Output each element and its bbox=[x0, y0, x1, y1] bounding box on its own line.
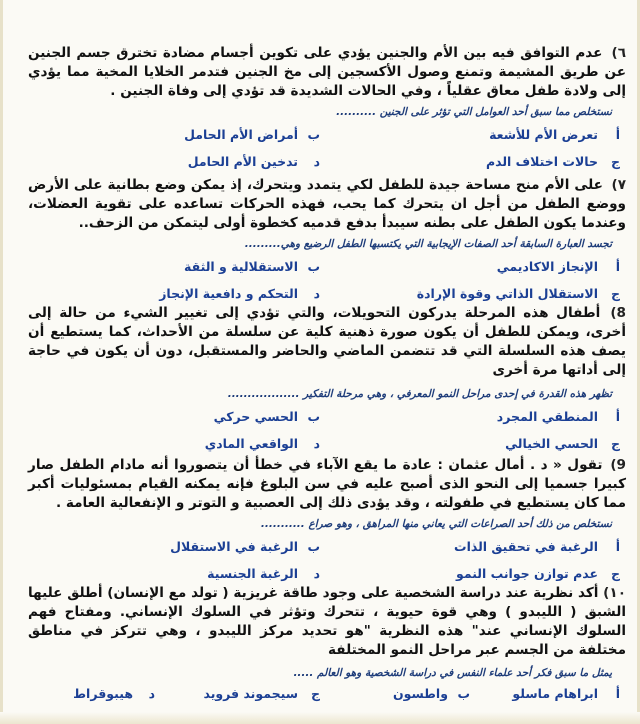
q6-option-d[interactable]: دتدخين الأم الحامل bbox=[187, 154, 320, 169]
q10-option-a[interactable]: أابراهام ماسلو bbox=[512, 686, 620, 701]
question-9-text: تقول « د . أمال عثمان : عادة ما يقع الآباء في خطأ أن يتصوروا أنه مادام الطفل صار كبيرا جسميا إلى النحو الذى أصبح عليه في سن البلوغ فإنه يمكنه القيام بمسئوليات أكبر مما كان يستطيع في طفولته ، وقد يؤدى ذلك إلى العصبية و التوتر و الإنفعالية العامة . bbox=[28, 457, 626, 511]
q9-option-b[interactable]: بالرغبة في الاستقلال bbox=[170, 539, 320, 554]
question-10-number: ١٠) bbox=[603, 585, 626, 601]
question-6-prompt: نستخلص مما سبق أحد العوامل التي تؤثر على الجنين .......... bbox=[336, 106, 612, 118]
q9-option-a[interactable]: أالرغبة في تحقيق الذات bbox=[454, 539, 620, 554]
question-10-text: أكد نظرية عند دراسة الشخصية على وجود طاقة غريزية ( تولد مع الإنسان) أطلق عليها الشبق ( الليبدو ) وهي قوة حيوية ، تتحرك وتؤثر في السلوك الإنساني. ومفتاح فهم السلوك الإنساني عند" هذه النظرية "هو تحديد مركز الليبدو ، وهي تتركز في مناطق مختلفة من الجسم عبر مراحل النمو المختلفة bbox=[28, 585, 626, 658]
q9-option-c[interactable]: جعدم توازن جوانب النمو bbox=[455, 566, 620, 581]
q9-option-d[interactable]: دالرغبة الجنسية bbox=[207, 566, 320, 581]
q10-option-d[interactable]: دهيبوقراط bbox=[73, 686, 155, 701]
question-7-number: ٧) bbox=[611, 177, 626, 193]
question-7-text: على الأم منح مساحة جيدة للطفل لكي يتمدد ويتحرك، إذ يمكن وضع بطانية على الأرض ووضع الطفل من أجل ان يتحرك كما يحب، فهذه الحركات تساعده على تقوية العضلات، وعندما يكون الطفل على بطنه سيبدأ بدفع قدميه كخطوة أولى ليتمكن من الزحف.. bbox=[28, 177, 626, 231]
q8-option-b[interactable]: بالحسي حركي bbox=[213, 409, 320, 424]
question-7-prompt: تجسد العبارة السابقة أحد الصفات الإيجابية التي يكتسبها الطفل الرضيع وهي......... bbox=[244, 238, 612, 250]
q7-option-d[interactable]: دالتحكم و دافعية الإنجاز bbox=[159, 286, 320, 301]
q6-option-c[interactable]: جحالات اختلاف الدم bbox=[485, 154, 620, 169]
question-6 bbox=[28, 44, 626, 101]
question-9-number: 9) bbox=[610, 457, 626, 473]
question-9-prompt: نستخلص من ذلك أحد الصراعات التي يعاني منها المراهق ، وهو صراع ........... bbox=[260, 518, 612, 530]
question-6-number: ٦) bbox=[611, 45, 626, 61]
q7-option-a[interactable]: أالإنجاز الاكاديمي bbox=[496, 259, 620, 274]
q8-option-c[interactable]: جالحسي الخيالي bbox=[505, 436, 620, 451]
question-7 bbox=[28, 176, 626, 233]
q7-option-c[interactable]: جالاستقلال الذاتي وقوة الإرادة bbox=[416, 286, 620, 301]
q8-option-a[interactable]: أالمنطقي المجرد bbox=[496, 409, 620, 424]
question-8 bbox=[28, 304, 626, 380]
question-8-number: 8) bbox=[610, 305, 627, 321]
question-8-prompt: تظهر هذه القدرة في إحدى مراحل النمو المعرفي ، وهي مرحلة التفكير .................. bbox=[227, 388, 612, 400]
q10-option-b[interactable]: بواطسون bbox=[392, 686, 470, 701]
question-10 bbox=[28, 584, 626, 660]
q8-option-d[interactable]: دالواقعي المادي bbox=[204, 436, 320, 451]
q6-option-a[interactable]: أتعرض الأم للأشعة bbox=[489, 127, 620, 142]
page-bottom-band bbox=[0, 712, 640, 724]
q7-option-b[interactable]: بالاستقلالية و الثقة bbox=[184, 259, 320, 274]
question-6-text: عدم التوافق فيه بين الأم والجنين يؤدي على تكوين أجسام مضادة تخترق جسم الجنين عن طريق المشيمة وتمنع وصول الأكسجين إلى مخ الجنين فتدمر الخلايا المخية مما يؤدي إلى ولادة طفل معاق عقلياً ، وفي الحالات الشديدة قد تؤدي إلى وفاة الجنين . bbox=[28, 45, 626, 99]
q6-option-b[interactable]: بأمراض الأم الحامل bbox=[184, 127, 320, 142]
question-9 bbox=[28, 456, 626, 513]
question-10-options bbox=[20, 686, 620, 708]
question-10-prompt: يمثل ما سبق فكر أحد علماء النفس في دراسة الشخصية وهو العالم ..... bbox=[293, 667, 612, 679]
q10-option-c[interactable]: جسيجموند فرويد bbox=[203, 686, 320, 701]
question-8-text: أطفال هذه المرحلة يدركون التحويلات، والتي تؤدي إلى تغيير الشيء من حالة إلى أخرى، ويمكن للطفل أن يكون صورة ذهنية كلية عن سلسلة من الأحداث، كما يستطيع أن يصف هذه السلسلة التي قد تتضمن الماضي والحاضر والمستقبل، دون أن يكون في حاجة إلى أداتها مرة أخرى bbox=[28, 305, 626, 378]
